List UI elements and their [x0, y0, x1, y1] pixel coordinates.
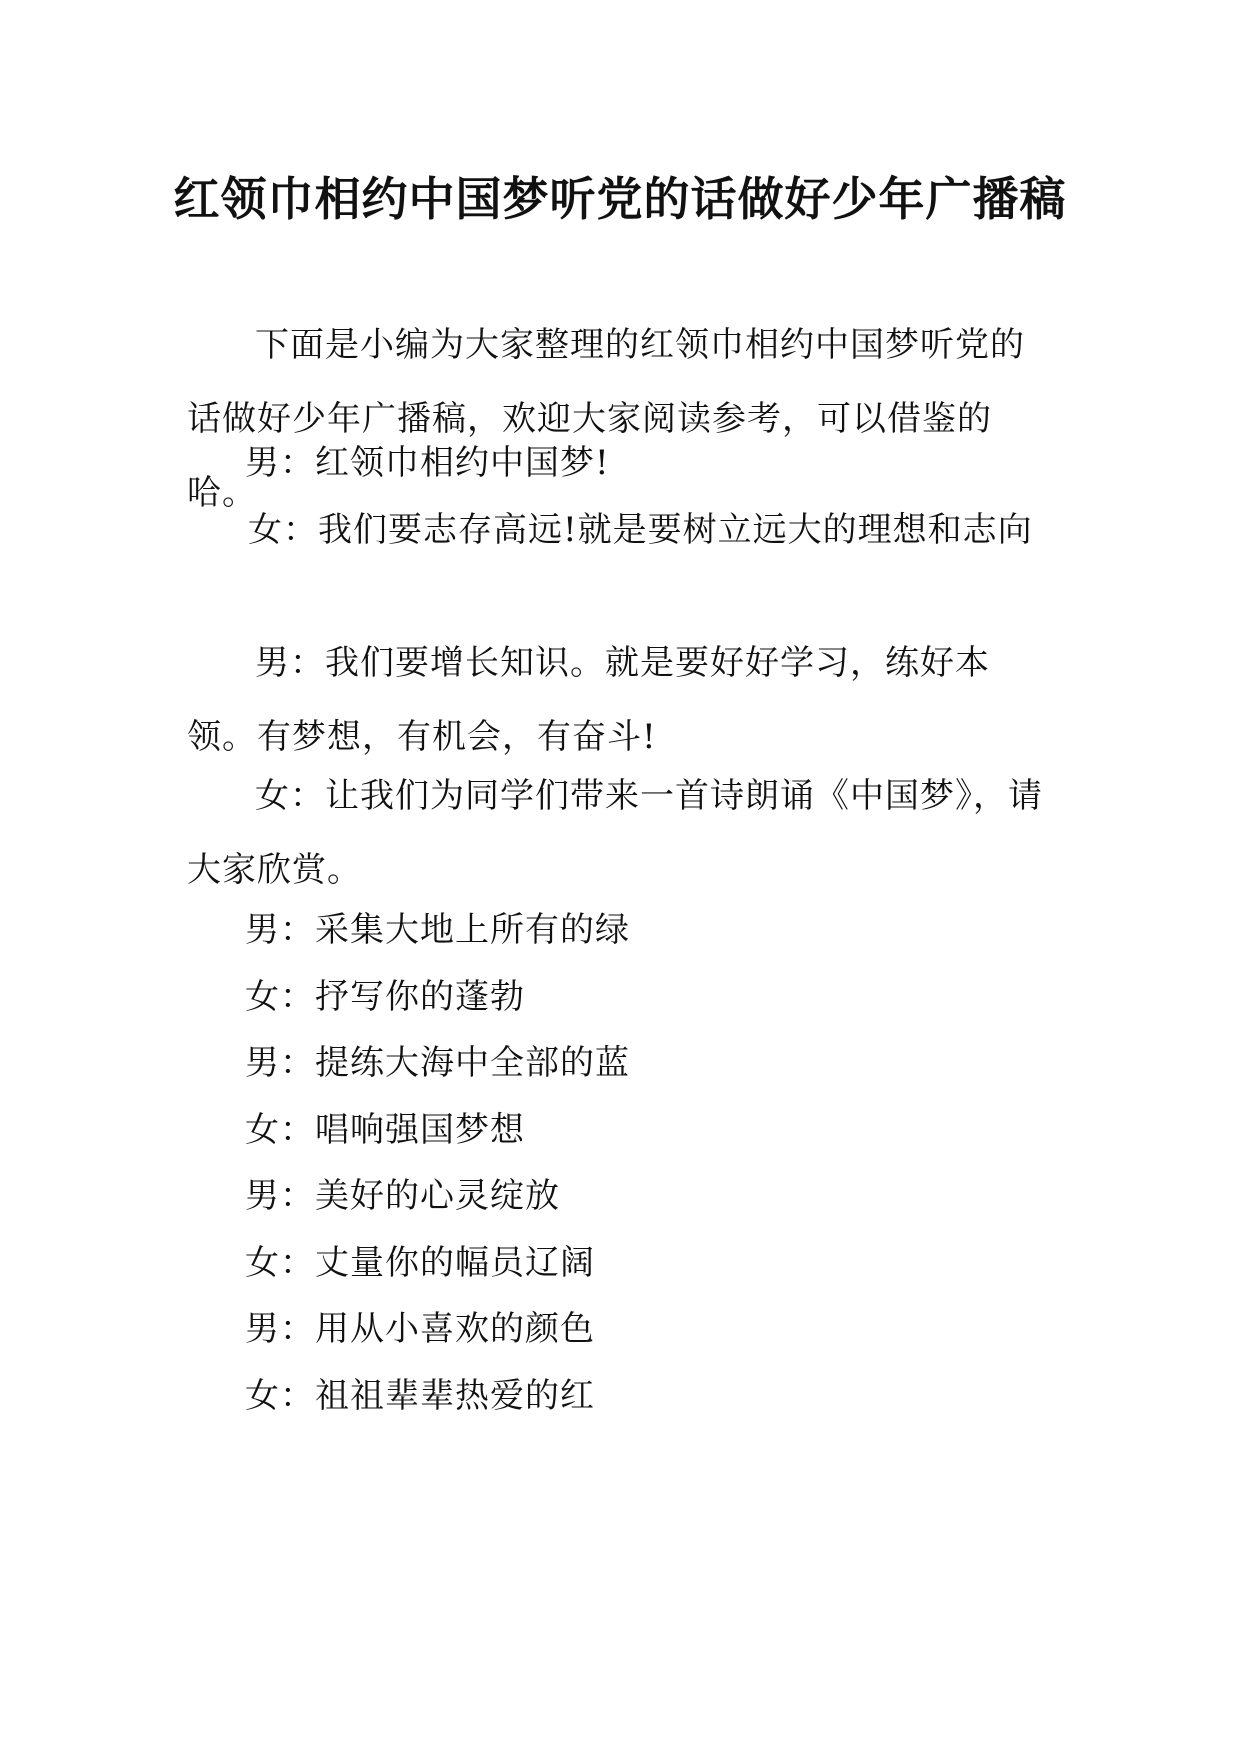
- dialogue-line: 女：抒写你的蓬勃: [245, 977, 525, 1017]
- intro-paragraph: 下面是小编为大家整理的红领巾相约中国梦听党的话做好少年广播稿，欢迎大家阅读参考，可以借鉴的哈。: [187, 325, 1025, 513]
- dialogue-line: 男：提练大海中全部的蓝: [245, 1043, 630, 1083]
- dialogue-line: 女：祖祖辈辈热爱的红: [245, 1376, 595, 1416]
- dialogue-line: 男：用从小喜欢的颜色: [245, 1309, 595, 1349]
- dialogue-paragraph: 男：我们要增长知识。就是要好好学习，练好本领。有梦想，有机会，有奋斗!: [187, 643, 990, 757]
- dialogue-line: 男：美好的心灵绽放: [245, 1176, 560, 1216]
- document-title: 红领巾相约中国梦听党的话做好少年广播稿: [173, 172, 1067, 226]
- dialogue-line: 女：唱响强国梦想: [245, 1110, 525, 1150]
- dialogue-line: 女：丈量你的幅员辽阔: [245, 1243, 595, 1283]
- dialogue-line: 女：我们要志存高远!就是要树立远大的理想和志向: [248, 510, 1033, 550]
- dialogue-paragraph: 女：让我们为同学们带来一首诗朗诵《中国梦》，请大家欣赏。: [187, 776, 1043, 890]
- dialogue-line: 男：采集大地上所有的绿: [245, 910, 630, 950]
- dialogue-line: 男：红领巾相约中国梦!: [245, 443, 610, 483]
